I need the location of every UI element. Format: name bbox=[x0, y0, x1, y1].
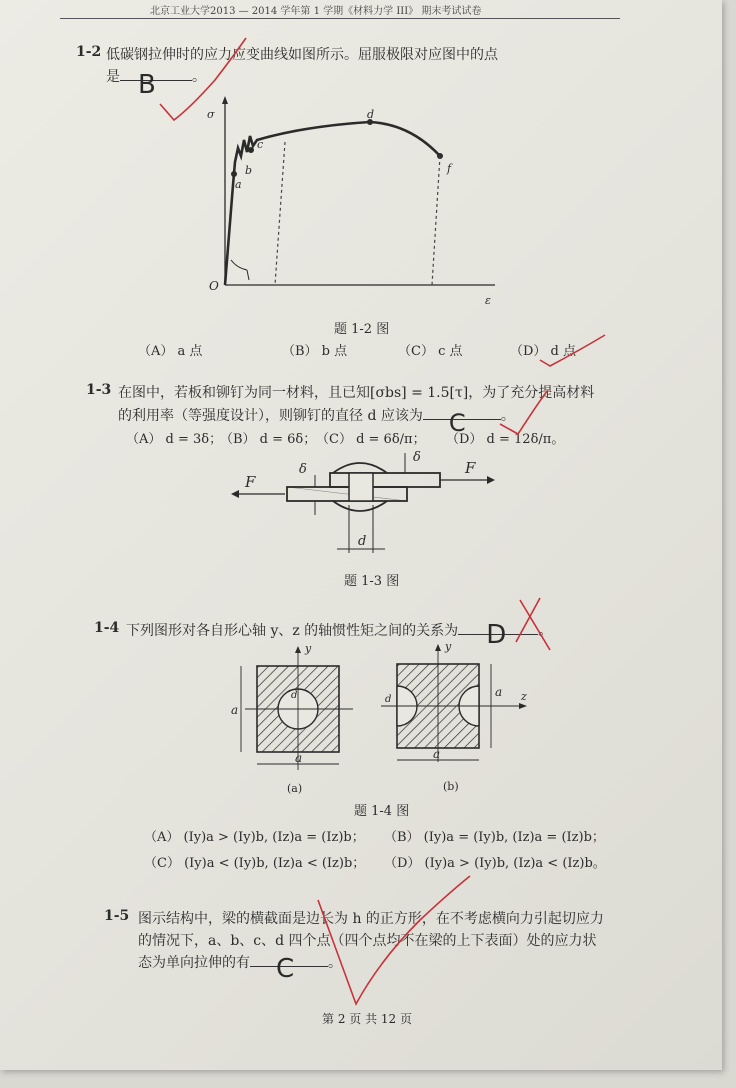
subfigure-label-a: (a) bbox=[287, 782, 303, 795]
question-text-suffix: 。 bbox=[500, 408, 515, 424]
point-a-label: a bbox=[235, 178, 242, 191]
y-label-a: y bbox=[305, 642, 312, 655]
option-c[interactable]: （C） c 点 bbox=[398, 344, 463, 359]
option-c[interactable]: （C） (Iy)a < (Iy)b, (Iz)a < (Iz)b； bbox=[144, 856, 366, 871]
option-b[interactable]: （B） (Iy)a = (Iy)b, (Iz)a = (Iz)b； bbox=[384, 830, 605, 845]
d-label: d bbox=[358, 534, 367, 549]
a-label-horizontal: a bbox=[295, 751, 303, 765]
option-a[interactable]: （A） (Iy)a > (Iy)b, (Iz)a = (Iz)b； bbox=[144, 830, 365, 845]
question-text: 在图中，若板和铆钉为同一材料，且已知[σbs] = 1.5[τ]，为了充分提高材料 bbox=[118, 385, 595, 401]
question-text-prefix: 的利用率（等强度设计），则铆钉的直径 d 应该为 bbox=[118, 408, 423, 424]
question-text-suffix: 。 bbox=[328, 955, 342, 971]
page-header: 北京工业大学2013 — 2014 学年第 1 学期《材料力学 III》 期末考试试卷 bbox=[150, 6, 482, 17]
option-d[interactable]: （D） d 点 bbox=[510, 344, 577, 359]
sigma-label: σ bbox=[207, 108, 215, 121]
point-d-label: d bbox=[367, 108, 375, 121]
figure-caption: 题 1-3 图 bbox=[344, 574, 400, 589]
question-number: 1-5 bbox=[104, 908, 130, 924]
option-d[interactable]: （D） d = 12δ/π。 bbox=[446, 432, 565, 447]
option-c[interactable]: （C） d = 6δ/π； bbox=[316, 432, 426, 447]
question-text: 图示结构中，梁的横截面是边长为 h 的正方形，在不考虑横向力引起切应力 bbox=[138, 911, 604, 927]
page-footer: 第 2 页 共 12 页 bbox=[322, 1012, 412, 1026]
option-a[interactable]: （A） d = 3δ； bbox=[126, 432, 223, 447]
force-label-right: F bbox=[465, 459, 476, 477]
d-label-b: d bbox=[385, 694, 392, 705]
a-label-horizontal-b: a bbox=[433, 747, 441, 761]
epsilon-label: ε bbox=[485, 294, 491, 307]
question-text-suffix: 。 bbox=[192, 69, 206, 85]
z-label-b: z bbox=[521, 690, 527, 703]
question-number: 1-3 bbox=[86, 382, 112, 398]
handwritten-answer: C bbox=[276, 954, 295, 984]
option-a[interactable]: （A） a 点 bbox=[138, 344, 203, 359]
point-c-label: c bbox=[257, 138, 264, 151]
force-label-left: F bbox=[245, 473, 256, 491]
question-text-prefix: 下列图形对各自形心轴 y、z 的轴惯性矩之间的关系为 bbox=[126, 623, 459, 639]
d-label-a: d bbox=[291, 690, 298, 701]
handwritten-answer: C bbox=[448, 409, 466, 437]
question-text: 低碳钢拉伸时的应力应变曲线如图所示。屈服极限对应图中的点 bbox=[106, 47, 498, 63]
question-text: 的情况下，a、b、c、d 四个点（四个点均不在梁的上下表面）处的应力状 bbox=[138, 933, 597, 949]
a-label-vertical-b: a bbox=[495, 685, 503, 699]
option-b[interactable]: （B） b 点 bbox=[282, 344, 348, 359]
question-text-suffix: 。 bbox=[538, 623, 553, 639]
point-b-label: b bbox=[245, 164, 253, 177]
a-label-vertical: a bbox=[231, 703, 239, 717]
question-text-prefix: 态为单向拉伸的有 bbox=[138, 955, 250, 971]
y-label-b: y bbox=[445, 640, 452, 653]
question-number: 1-2 bbox=[76, 44, 102, 60]
figure-caption: 题 1-2 图 bbox=[334, 322, 390, 337]
option-b[interactable]: （B） d = 6δ； bbox=[220, 432, 317, 447]
checkmark-icon bbox=[500, 390, 548, 434]
checkmark-icon bbox=[540, 335, 605, 366]
subfigure-label-b: (b) bbox=[443, 780, 459, 793]
option-d[interactable]: （D） (Iy)a > (Iy)b, (Iz)a < (Iz)b。 bbox=[384, 856, 606, 871]
figure-caption: 题 1-4 图 bbox=[354, 804, 410, 819]
point-f-label: f bbox=[447, 162, 452, 175]
handwritten-answer: D bbox=[486, 620, 507, 650]
cross-mark-icon bbox=[516, 598, 540, 642]
handwritten-answer: B bbox=[138, 70, 156, 100]
question-text-prefix: 是 bbox=[106, 69, 120, 85]
origin-label: O bbox=[209, 279, 219, 293]
checkmark-icon bbox=[160, 38, 246, 120]
checkmark-icon bbox=[318, 876, 470, 1004]
delta-label-right: δ bbox=[413, 450, 421, 465]
delta-label-left: δ bbox=[299, 462, 307, 477]
question-number: 1-4 bbox=[94, 620, 120, 636]
